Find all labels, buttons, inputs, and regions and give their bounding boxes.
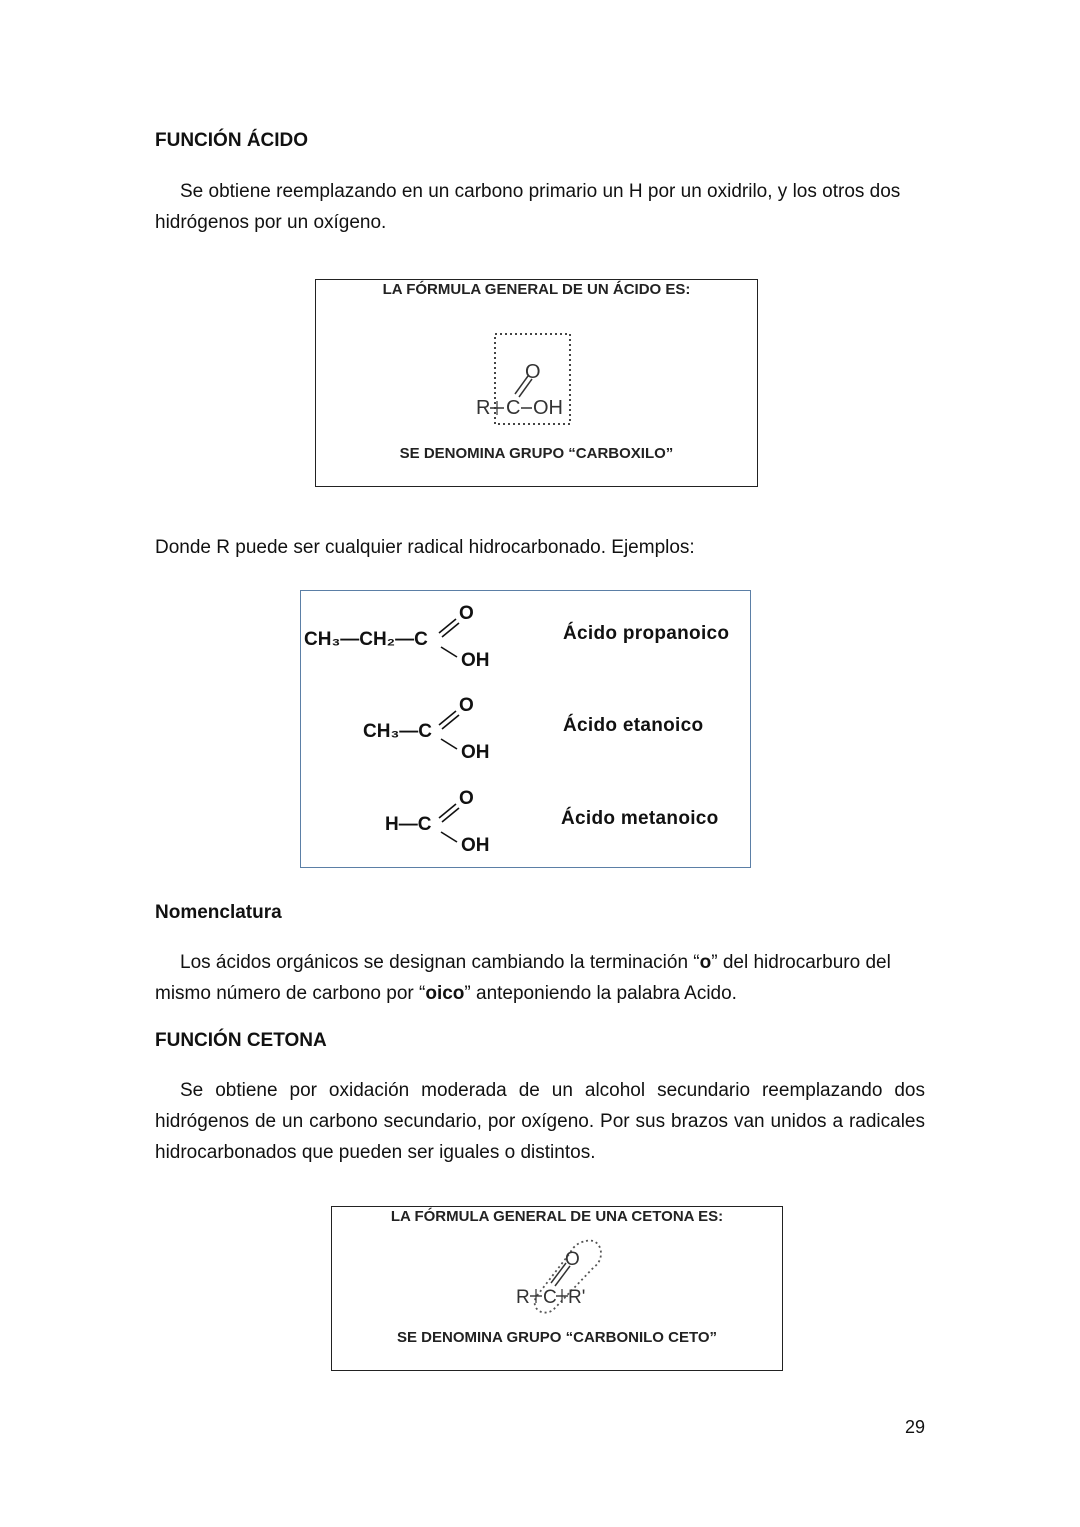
propanoic-o: O: [459, 603, 474, 624]
acid-r: R: [476, 397, 491, 419]
ethanoic-name: Ácido etanoico: [563, 715, 704, 736]
ketone-o: O: [565, 1249, 580, 1270]
propanoic-name: Ácido propanoico: [563, 623, 730, 644]
ketone-heading: FUNCIÓN CETONA: [155, 1030, 327, 1051]
page-number: 29: [904, 1417, 925, 1437]
methanoic-o: O: [459, 788, 474, 809]
acid-box-title: LA FÓRMULA GENERAL DE UN ÁCIDO ES:: [382, 281, 691, 298]
ketone-c: C: [543, 1287, 557, 1308]
acid-intro: Se obtiene reemplazando en un carbono primario un H por un oxidrilo, y los otros dos hidrógenos por un oxígeno.: [155, 181, 901, 233]
examples-box: [300, 590, 751, 868]
ketone-box-title: LA FÓRMULA GENERAL DE UNA CETONA ES:: [390, 1208, 724, 1225]
ketone-r2: R': [568, 1287, 586, 1308]
nomenclature-bold-o: o: [699, 952, 712, 973]
acid-formula-box: [315, 279, 758, 487]
methanoic-oh: OH: [461, 835, 490, 856]
methanoic-name: Ácido metanoico: [561, 808, 719, 829]
propanoic-oh: OH: [461, 650, 490, 671]
propanoic-structure: [301, 597, 561, 677]
nomenclature-text-1: Los ácidos orgánicos se designan cambiando la terminación “: [180, 952, 700, 973]
ketone-text: Se obtiene por oxidación moderada de un alcohol secundario reemplazando dos hidrógenos de un carbono secundario, por oxígeno. Por sus brazos van unidos a radicales hidrocarbonados que pueden ser iguales o distintos.: [155, 1080, 925, 1163]
ethanoic-o: O: [459, 695, 474, 716]
nomenclature-text-2: ” del hidrocarburo del mismo número de carbono por “: [155, 952, 891, 1004]
nomenclature-heading: Nomenclatura: [155, 902, 282, 923]
ethanoic-formula: CH₃—C: [363, 721, 432, 742]
examples-intro: Donde R puede ser cualquier radical hidrocarbonado. Ejemplos:: [155, 537, 695, 558]
acid-oh: OH: [533, 397, 563, 419]
ethanoic-oh: OH: [461, 742, 490, 763]
nomenclature-text: [155, 947, 925, 1009]
acid-heading: FUNCIÓN ÁCIDO: [155, 130, 309, 151]
nomenclature-bold-oico: oico: [425, 983, 465, 1004]
methanoic-formula: H—C: [385, 814, 432, 835]
nomenclature-text-3: ” anteponiendo la palabra Acido.: [464, 983, 737, 1004]
methanoic-structure: [301, 782, 561, 862]
ethanoic-structure: [301, 689, 561, 769]
acid-c: C: [506, 397, 521, 419]
ketone-r: R: [516, 1287, 530, 1308]
ketone-box-caption: SE DENOMINA GRUPO “CARBONILO CETO”: [396, 1329, 718, 1346]
propanoic-formula: CH₃—CH₂—C: [304, 629, 428, 650]
ketone-formula-box: [331, 1206, 783, 1371]
carbonyl-structure: [502, 1233, 612, 1317]
acid-box-caption: SE DENOMINA GRUPO “CARBOXILO”: [399, 445, 674, 462]
acid-o: O: [525, 361, 541, 383]
carboxyl-structure: [466, 328, 586, 428]
